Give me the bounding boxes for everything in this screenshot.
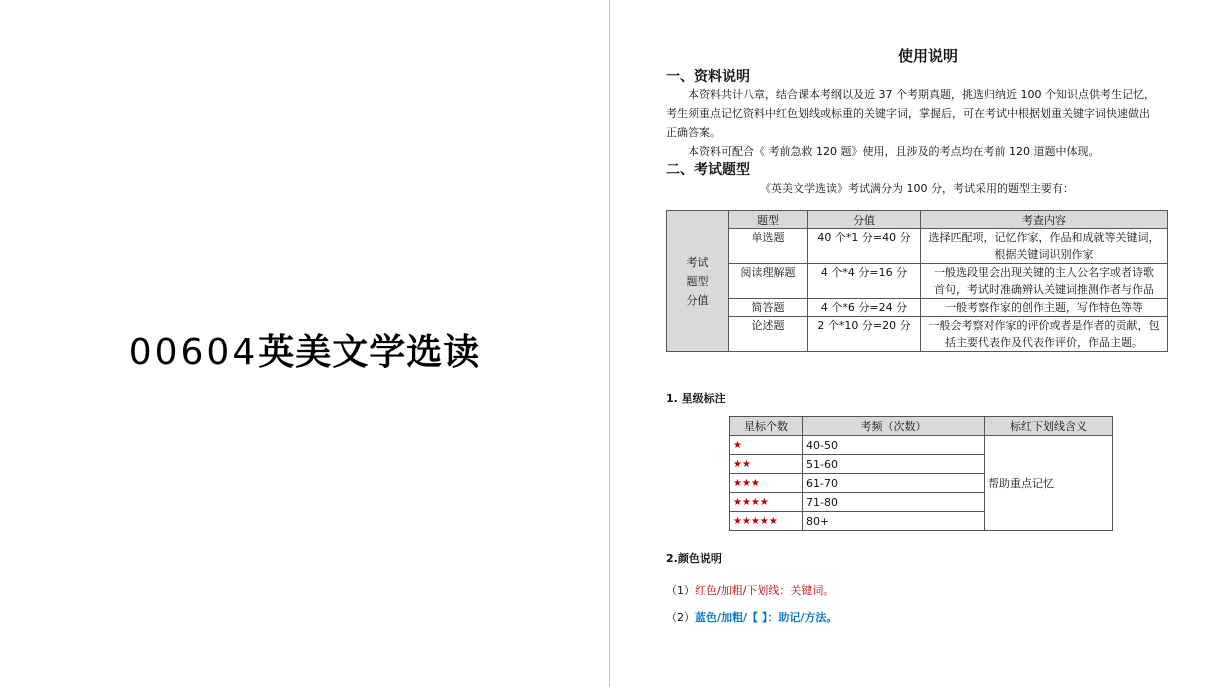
column-header: 标红下划线含义 [985,417,1113,436]
section-heading-materials: 一、资料说明 [666,69,750,85]
content-cell: 一般会考察对作家的评价或者是作者的贡献，包 括主要代表作及代表作评价，作品主题。 [921,317,1168,352]
table-header-row [730,417,1113,436]
table-row [667,229,1168,264]
table-row [730,436,1113,455]
exam-type-table [666,210,1168,352]
materials-paragraph-2: 本资料可配合《 考前急救 120 题》使用，且涉及的考点均在考前 120 道题中体现。 [688,145,1100,158]
star-cell: ★★ [730,455,803,474]
score-cell: 2 个*10 分=20 分 [808,317,921,352]
star-rating-heading: 1. 星级标注 [666,392,726,405]
column-header: 题型 [729,211,808,229]
cover-title [0,324,609,375]
instructions-page [610,0,1206,687]
content-cell: 一般考察作家的创作主题，写作特色等等 [921,299,1168,317]
section-heading-exam-types: 二、考试题型 [666,162,750,178]
table-row [667,299,1168,317]
exam-intro: 《英美文学选读》考试满分为 100 分，考试采用的题型主要有： [760,182,1074,195]
color-legend-heading: 2.颜色说明 [666,552,722,565]
table-header-row [667,211,1168,229]
score-cell: 4 个*4 分=16 分 [808,264,921,299]
frequency-cell: 80+ [803,512,985,531]
type-cell: 阅读理解题 [729,264,808,299]
column-header: 星标个数 [730,417,803,436]
meaning-cell: 帮助重点记忆 [985,436,1113,531]
frequency-cell: 71-80 [803,493,985,512]
table-side-label: 考试 题型 分值 [667,211,729,352]
color-note-blue: （2）蓝色/加粗/【 】：助记/方法。 [666,611,838,624]
course-code: 00604 [128,332,259,373]
type-cell: 单选题 [729,229,808,264]
frequency-cell: 61-70 [803,474,985,493]
frequency-cell: 51-60 [803,455,985,474]
table-row [667,317,1168,352]
star-cell: ★ [730,436,803,455]
materials-paragraph-1: 本资料共计八章，结合课本考纲以及近 37 个考期真题，挑选归纳近 100 个知识点供考生记忆， 考生须重点记忆资料中红色划线或标重的关键字词，掌握后，可在考试中根据划重关键字词快速做出 正确答案。 [666,88,1155,139]
type-cell: 论述题 [729,317,808,352]
content-cell: 选择匹配项，记忆作家，作品和成就等关键词， 根据关键词识别作家 [921,229,1168,264]
score-cell: 4 个*6 分=24 分 [808,299,921,317]
page-title: 使用说明 [897,47,958,65]
course-name: 英美文学选读 [258,332,481,373]
color-note-red: （1）红色/加粗/下划线：关键词。 [666,584,835,597]
type-cell: 简答题 [729,299,808,317]
column-header: 考查内容 [921,211,1168,229]
star-cell: ★★★ [730,474,803,493]
star-cell: ★★★★★ [730,512,803,531]
content-cell: 一般选段里会出现关键的主人公名字或者诗歌 首句，考试时准确辨认关键词推测作者与作品 [921,264,1168,299]
column-header: 考频（次数） [803,417,985,436]
frequency-cell: 40-50 [803,436,985,455]
column-header: 分值 [808,211,921,229]
table-row [667,264,1168,299]
star-rating-table [729,416,1113,531]
score-cell: 40 个*1 分=40 分 [808,229,921,264]
star-cell: ★★★★ [730,493,803,512]
